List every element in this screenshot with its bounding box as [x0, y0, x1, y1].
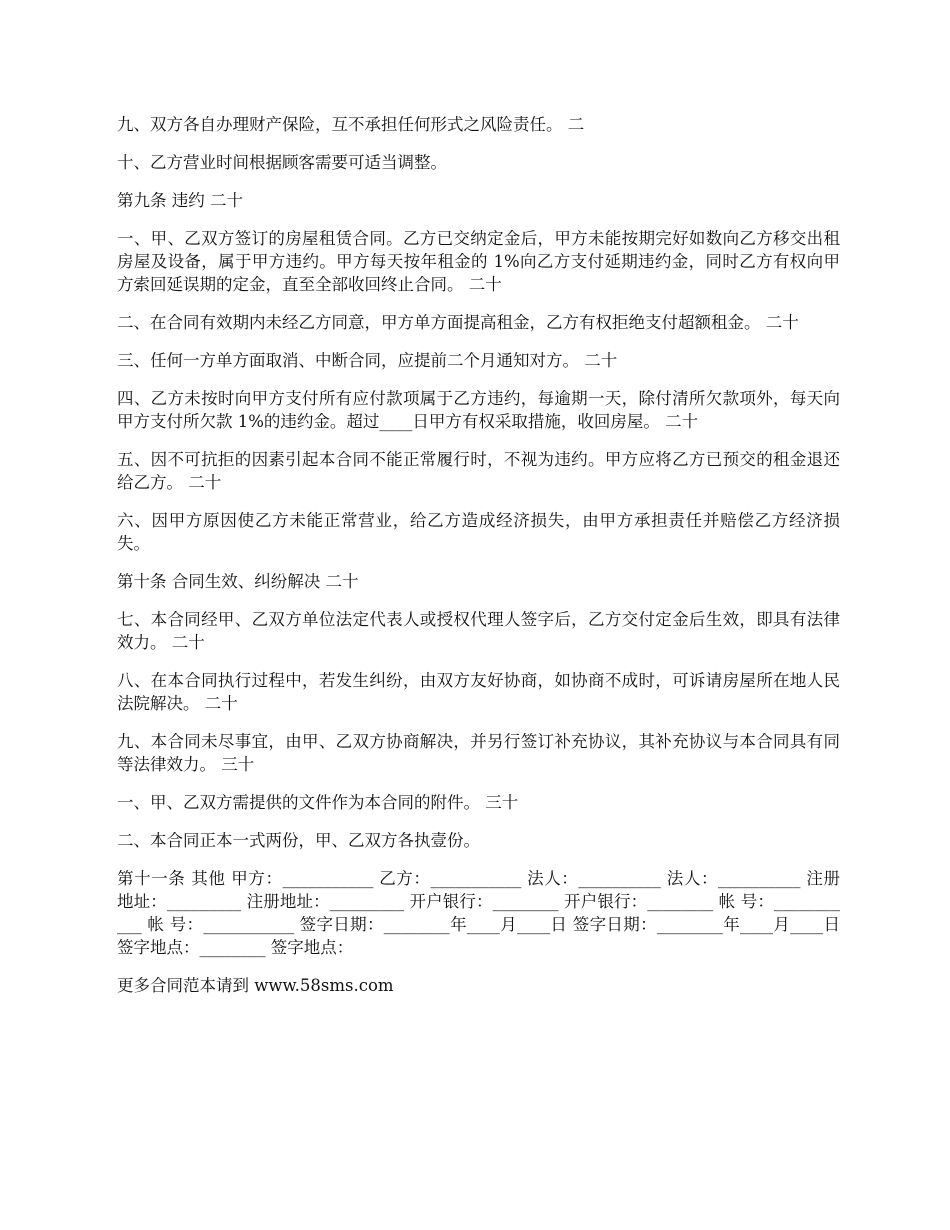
signature-block: 第十一条 其他 甲方：___________ 乙方：___________ 法人：__________ 法人：__________ 注册地址：_________ 注册地址：_________ 开户银行：________ 开户银行：________ 帐 号：___________ 帐 号：___________ 签字日期：________年____月____日 签字日期：________年____月____日 签字地点：________ 签字地点：: [117, 869, 840, 957]
paragraph-effect-7: 七、本合同经甲、乙双方单位法定代表人或授权代理人签字后，乙方交付定金后生效，即具有法律效力。 二十: [117, 610, 840, 652]
section-heading-article-9: 第九条 违约 二十: [117, 191, 243, 210]
paragraph-breach-4: 四、乙方未按时向甲方支付所有应付款项属于乙方违约，每逾期一天，除付清所欠款项外，每天向甲方支付所欠款 1%的违约金。超过____日甲方有权采取措施，收回房屋。 二十: [117, 389, 840, 431]
paragraph-breach-6: 六、因甲方原因使乙方未能正常营业，给乙方造成经济损失，由甲方承担责任并赔偿乙方经济损失。: [117, 511, 840, 553]
paragraph-dispute-8: 八、在本合同执行过程中，若发生纠纷，由双方友好协商，如协商不成时，可诉请房屋所在地人民法院解决。 二十: [117, 671, 840, 713]
paragraph-attachments-1: 一、甲、乙双方需提供的文件作为本合同的附件。 三十: [117, 793, 519, 812]
footer-more-templates: 更多合同范本请到 www.58sms.com: [117, 976, 394, 995]
paragraph-copies-2: 二、本合同正本一式两份，甲、乙双方各执壹份。: [117, 831, 480, 850]
paragraph-clause-10-hours: 十、乙方营业时间根据顾客需要可适当调整。: [117, 153, 447, 172]
paragraph-breach-2: 二、在合同有效期内未经乙方同意，甲方单方面提高租金，乙方有权拒绝支付超额租金。 二十: [117, 313, 799, 332]
paragraph-breach-3: 三、任何一方单方面取消、中断合同，应提前二个月通知对方。 二十: [117, 351, 618, 370]
paragraph-clause-9-insurance: 九、双方各自办理财产保险，互不承担任何形式之风险责任。 二: [117, 115, 585, 134]
paragraph-breach-1: 一、甲、乙双方签订的房屋租赁合同。乙方已交纳定金后，甲方未能按期完好如数向乙方移交出租房屋及设备，属于甲方违约。甲方每天按年租金的 1%向乙方支付延期违约金，同时乙方有权向甲方索回延误期的定金，直至全部收回终止合同。 二十: [117, 229, 840, 294]
paragraph-supplement-9: 九、本合同未尽事宜，由甲、乙双方协商解决，并另行签订补充协议，其补充协议与本合同具有同等法律效力。 三十: [117, 732, 840, 774]
section-heading-article-10: 第十条 合同生效、纠纷解决 二十: [117, 572, 359, 591]
paragraph-breach-5: 五、因不可抗拒的因素引起本合同不能正常履行时，不视为违约。甲方应将乙方已预交的租金退还给乙方。 二十: [117, 450, 840, 492]
document-page: [117, 113, 840, 1012]
